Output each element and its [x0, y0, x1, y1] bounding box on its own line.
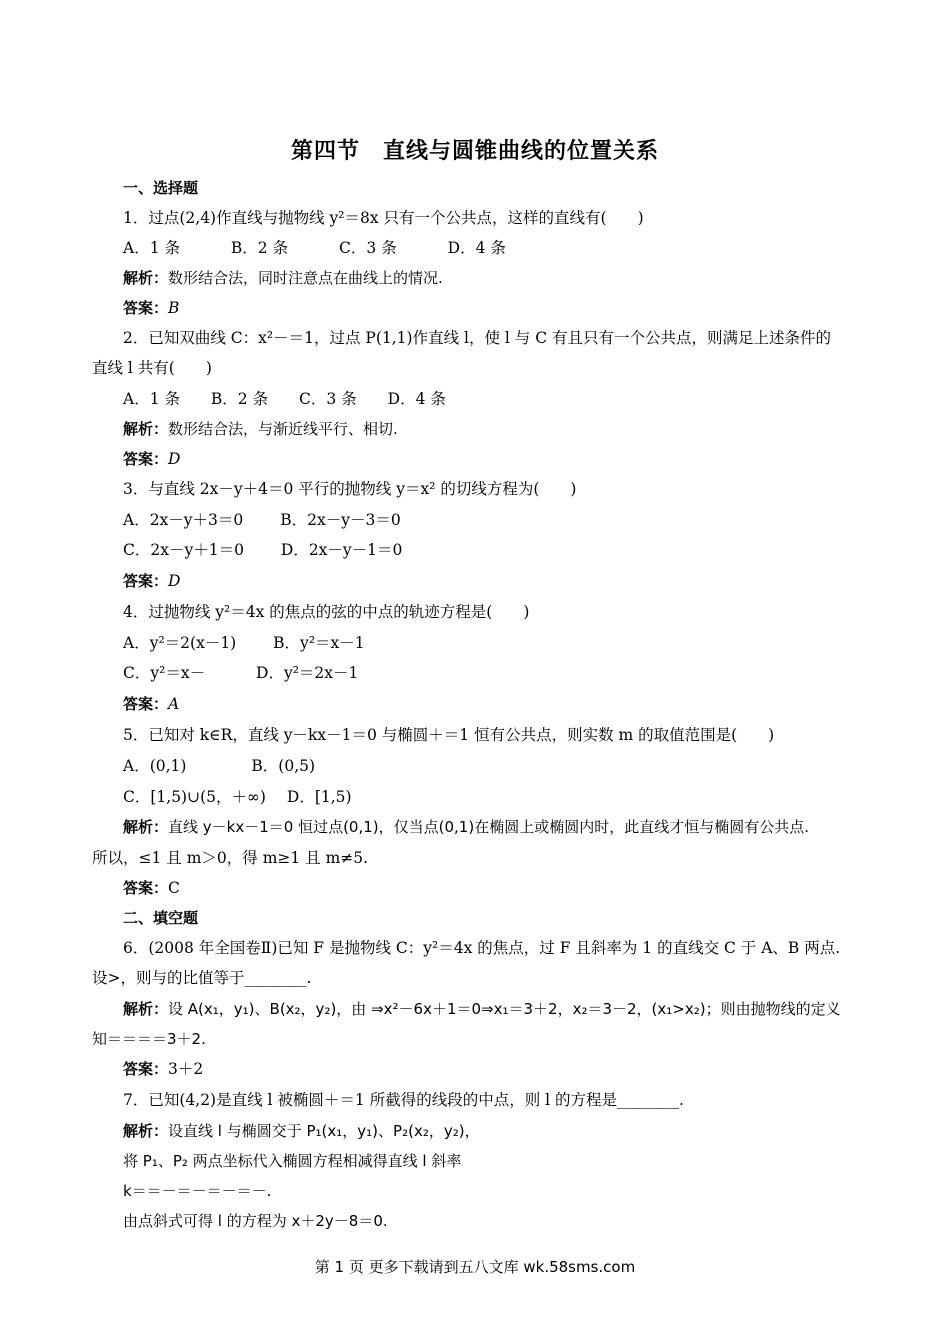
section-heading-choice: 一、选择题: [123, 179, 199, 197]
question-5-stem: 5．已知对 k∈R，直线 y－kx－1＝0 与椭圆＋＝1 恒有公共点，则实数 m 的取值范围是( ): [123, 726, 775, 744]
question-6-stem-line2: 设>，则与的比值等于________.: [92, 969, 312, 987]
option-b: B．2x－y－3＝0: [280, 511, 401, 529]
question-2-stem-line2: 直线 l 共有( ): [92, 359, 212, 377]
analysis-label: 解析：: [123, 420, 169, 438]
question-5-options-cd: [123, 787, 352, 807]
option-d: D．y²＝2x－1: [256, 664, 359, 682]
question-7-analysis-line4: 由点斜式可得 l 的方程为 x＋2y－8＝0.: [123, 1212, 388, 1230]
question-4-answer: [123, 694, 179, 714]
option-c: C．2x－y＋1＝0: [123, 541, 244, 559]
question-6-stem-line1: 6．(2008 年全国卷Ⅱ)已知 F 是抛物线 C：y²＝4x 的焦点，过 F 且斜率为 1 的直线交 C 于 A、B 两点.: [123, 939, 841, 957]
analysis-text: 设直线 l 与椭圆交于 P₁(x₁，y₁)、P₂(x₂，y₂)，: [168, 1122, 480, 1140]
question-5-analysis-line2: 所以，≤1 且 m＞0，得 m≥1 且 m≠5.: [92, 849, 369, 867]
question-6-analysis-line1: [123, 999, 841, 1019]
answer-label: 答案：: [123, 879, 169, 897]
option-d: D．[1,5): [286, 788, 352, 806]
question-2-analysis: [123, 419, 398, 439]
answer-label: 答案：: [123, 450, 169, 468]
option-a: A．y²＝2(x－1): [123, 634, 237, 652]
option-d: D．4 条: [387, 390, 446, 408]
analysis-label: 解析：: [123, 818, 169, 836]
question-3-options-cd: [123, 540, 402, 560]
analysis-label: 解析：: [123, 1122, 169, 1140]
question-7-analysis-line1: [123, 1121, 480, 1141]
question-1-options: [123, 238, 506, 258]
question-1-answer: [123, 298, 179, 318]
option-d: D．4 条: [447, 239, 506, 257]
option-a: A．2x－y＋3＝0: [123, 511, 244, 529]
question-4-options-cd: [123, 663, 358, 683]
answer-label: 答案：: [123, 299, 169, 317]
question-7-stem: 7．已知(4,2)是直线 l 被椭圆＋＝1 所截得的线段的中点，则 l 的方程是________.: [123, 1091, 684, 1109]
question-5-analysis-line1: [123, 817, 809, 837]
option-a: A．(0,1): [123, 757, 187, 775]
option-b: B．2 条: [230, 239, 289, 257]
page-title: 第四节 直线与圆锥曲线的位置关系: [290, 139, 659, 164]
option-d: D．2x－y－1＝0: [280, 541, 403, 559]
question-2-stem-line1: 2．已知双曲线 C：x²－＝1，过点 P(1,1)作直线 l，使 l 与 C 有且只有一个公共点，则满足上述条件的: [123, 329, 831, 347]
answer-label: 答案：: [123, 572, 169, 590]
option-b: B．2 条: [210, 390, 269, 408]
question-2-answer: [123, 449, 180, 469]
answer-value: C: [168, 879, 180, 897]
answer-value: 3＋2: [168, 1060, 204, 1078]
section-heading-fill: 二、填空题: [123, 909, 199, 927]
question-3-answer: [123, 571, 180, 591]
answer-label: 答案：: [123, 1060, 169, 1078]
answer-value: D: [168, 572, 181, 590]
option-a: A．1 条: [123, 239, 180, 257]
question-7-analysis-line2: 将 P₁、P₂ 两点坐标代入椭圆方程相减得直线 l 斜率: [123, 1152, 462, 1170]
analysis-text: 设 A(x₁，y₁)、B(x₂，y₂)，由 ⇒x²－6x＋1＝0⇒x₁＝3＋2，x₂＝3－2，(x₁>x₂)；则由抛物线的定义: [168, 1000, 841, 1018]
question-5-answer: [123, 878, 180, 898]
question-2-options: [123, 389, 446, 409]
page-footer: 第 1 页 更多下载请到五八文库 wk.58sms.com: [314, 1258, 636, 1276]
question-3-options-ab: [123, 510, 401, 530]
analysis-text: 直线 y－kx－1＝0 恒过点(0,1)，仅当点(0,1)在椭圆上或椭圆内时，此直线才恒与椭圆有公共点.: [168, 818, 809, 836]
question-7-analysis-line3: k＝＝－＝－＝－＝－.: [123, 1182, 272, 1200]
question-6-analysis-line2: 知＝＝＝＝3＋2.: [92, 1030, 206, 1048]
answer-value: A: [168, 695, 180, 713]
question-6-answer: [123, 1059, 203, 1079]
question-4-stem: 4．过抛物线 y²＝4x 的焦点的弦的中点的轨迹方程是( ): [123, 603, 530, 621]
option-c: C．[1,5)∪(5，＋∞): [123, 788, 266, 806]
option-c: C．3 条: [339, 239, 397, 257]
answer-label: 答案：: [123, 695, 169, 713]
question-3-stem: 3．与直线 2x－y＋4＝0 平行的抛物线 y＝x² 的切线方程为( ): [123, 480, 577, 498]
question-4-options-ab: [123, 633, 365, 653]
question-5-options-ab: [123, 756, 315, 776]
question-1-stem: 1．过点(2,4)作直线与抛物线 y²＝8x 只有一个公共点，这样的直线有( ): [123, 209, 644, 227]
answer-value: B: [168, 299, 180, 317]
option-c: C．3 条: [299, 390, 357, 408]
option-c: C．y²＝x－: [123, 664, 206, 682]
analysis-text: 数形结合法，与渐近线平行、相切.: [168, 420, 398, 438]
option-a: A．1 条: [123, 390, 180, 408]
option-b: B．(0,5): [251, 757, 316, 775]
answer-value: D: [168, 450, 181, 468]
analysis-label: 解析：: [123, 269, 169, 287]
option-b: B．y²＝x－1: [273, 634, 365, 652]
question-1-analysis: [123, 268, 443, 288]
analysis-text: 数形结合法，同时注意点在曲线上的情况.: [168, 269, 443, 287]
analysis-label: 解析：: [123, 1000, 169, 1018]
